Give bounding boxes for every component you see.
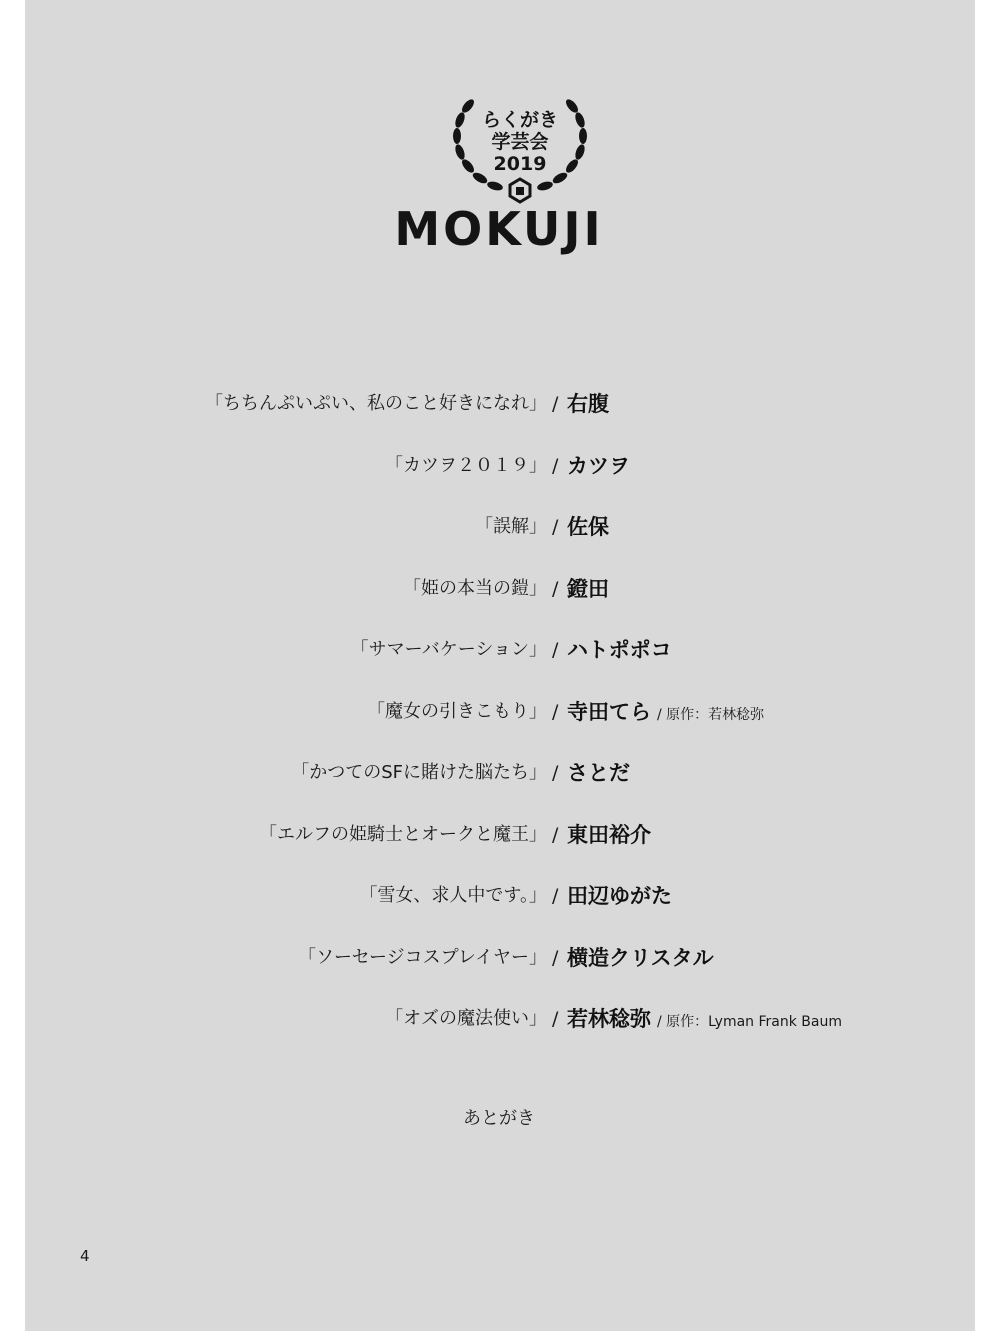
toc-entry-title: 「オズの魔法使い」 xyxy=(385,1008,547,1029)
toc-entry-separator: / xyxy=(552,762,559,784)
toc-entry xyxy=(0,1002,998,1036)
toc-entry xyxy=(0,879,998,913)
toc-entry-separator: / xyxy=(552,947,559,969)
toc-entry-author: さとだ xyxy=(567,761,630,785)
toc-entry-author-block xyxy=(567,387,609,421)
toc-entry-author-block xyxy=(567,449,630,483)
toc-entry-author-block xyxy=(567,879,672,913)
toc-entry-author: 田辺ゆがた xyxy=(567,884,672,908)
toc-entry-separator: / xyxy=(552,639,559,661)
toc-entry-title: 「カツヲ２０１９」 xyxy=(385,455,547,476)
toc-entry-separator: / xyxy=(552,516,559,538)
toc-entry-separator: / xyxy=(552,1008,559,1030)
toc-entry-title: 「雪女、求人中です。」 xyxy=(359,885,547,906)
toc-entry xyxy=(0,695,998,729)
toc-entry-separator: / xyxy=(552,578,559,600)
toc-entry xyxy=(0,387,998,421)
toc-entry-title: 「姫の本当の鎧」 xyxy=(403,578,547,599)
toc-entry xyxy=(0,756,998,790)
toc-entry-separator: / xyxy=(552,701,559,723)
toc-entry-author: 右腹 xyxy=(567,392,609,416)
toc-entry-author-block xyxy=(567,756,630,790)
logo-line-1: らくがき xyxy=(481,109,559,131)
toc-entry-author-block xyxy=(567,818,651,852)
logo-line-3: 2019 xyxy=(493,153,547,175)
toc-entry-author: 横造クリスタル xyxy=(567,946,714,970)
toc-entry xyxy=(0,572,998,606)
toc-entry xyxy=(0,818,998,852)
toc-entry-separator: / xyxy=(552,824,559,846)
toc-entry-author-block xyxy=(567,1002,842,1039)
toc-entry-author: ハトポポコ xyxy=(567,638,672,662)
toc-entry-title: 「かつてのSFに賭けた脳たち」 xyxy=(291,762,547,783)
toc-entry-title: 「ちちんぷいぷい、私のこと好きになれ」 xyxy=(205,393,547,414)
page-title: MOKUJI xyxy=(394,202,604,256)
toc-entry-author: 佐保 xyxy=(567,515,609,539)
laurel-logo xyxy=(430,84,610,204)
toc-entry-title: 「誤解」 xyxy=(475,516,547,537)
toc-entry-title: 「サマーバケーション」 xyxy=(350,639,547,660)
toc-entry-author-block xyxy=(567,633,672,667)
toc-entry xyxy=(0,449,998,483)
toc-entry-author: 寺田てら xyxy=(567,700,651,724)
toc-entry-title: 「エルフの姫騎士とオークと魔王」 xyxy=(259,824,547,845)
afterword-entry: あとがき xyxy=(463,1108,535,1129)
toc-entry-author: カツヲ xyxy=(567,454,630,478)
toc-entry-author: 若林稔弥 xyxy=(567,1007,651,1031)
toc-entry xyxy=(0,633,998,667)
toc-entry-author-block xyxy=(567,695,764,732)
toc-entry-original-credit: / 原作：若林稔弥 xyxy=(657,707,765,723)
toc-entry xyxy=(0,510,998,544)
toc-entry-title: 「魔女の引きこもり」 xyxy=(367,701,547,722)
toc-entry-title: 「ソーセージコスプレイヤー」 xyxy=(298,947,547,968)
toc-entry-author-block xyxy=(567,572,609,606)
toc-entry-author-block xyxy=(567,510,609,544)
toc-entry-separator: / xyxy=(552,455,559,477)
toc-entry xyxy=(0,941,998,975)
toc-entry-author-block xyxy=(567,941,714,975)
toc-entry-separator: / xyxy=(552,885,559,907)
toc-entry-separator: / xyxy=(552,393,559,415)
page-number: 4 xyxy=(80,1247,90,1265)
logo-line-2: 学芸会 xyxy=(491,131,549,153)
toc-entry-original-credit: / 原作：Lyman Frank Baum xyxy=(657,1014,843,1030)
toc-entry-author: 鐙田 xyxy=(567,577,609,601)
toc-entry-author: 東田裕介 xyxy=(567,823,651,847)
